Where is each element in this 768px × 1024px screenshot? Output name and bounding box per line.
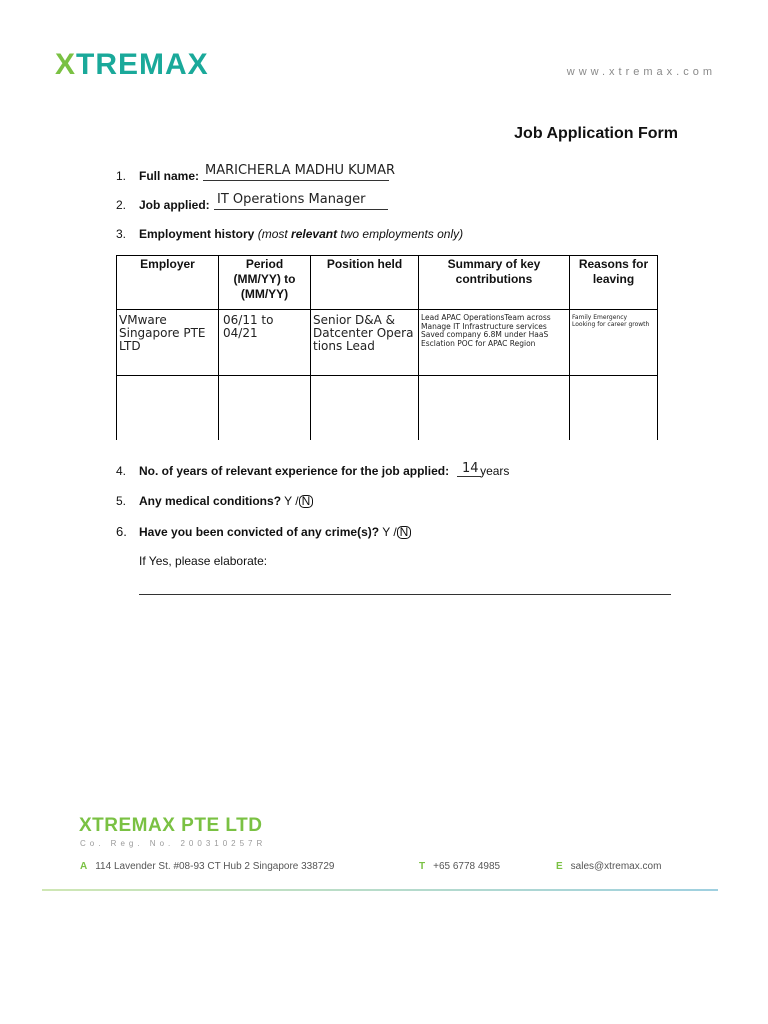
table-header-summary: Summary of key contributions <box>419 256 570 310</box>
table-row <box>117 376 658 440</box>
question-label: No. of years of relevant experience for the job applied: <box>139 464 450 478</box>
yes-no-options: Y / <box>382 525 397 539</box>
footer-company-name: XTREMAX PTE LTD <box>79 815 263 836</box>
question-convicted <box>116 524 411 539</box>
cell-period <box>219 376 311 440</box>
footer-divider <box>42 889 718 891</box>
yes-no-options: Y / <box>284 494 299 508</box>
question-number: 1. <box>116 169 127 183</box>
table-header-position: Position held <box>311 256 419 310</box>
footer-phone: T +65 6778 4985 <box>419 861 501 872</box>
cell-position <box>311 376 419 440</box>
question-full-name <box>116 169 199 183</box>
cell-position: Senior D&A & Datcenter Opera tions Lead <box>311 310 419 376</box>
job-applied-underline <box>214 209 388 210</box>
question-label: Employment history <box>139 227 255 241</box>
question-job-applied <box>116 198 210 212</box>
table-header-reasons: Reasons for leaving <box>570 256 658 310</box>
question-medical <box>116 494 313 508</box>
question-number: 3. <box>116 227 127 241</box>
table-header-row <box>117 256 658 310</box>
xtremax-logo: XTREMAX <box>55 48 209 81</box>
employment-history-table <box>116 255 658 440</box>
table-header-employer: Employer <box>117 256 219 310</box>
elaborate-line <box>139 594 671 595</box>
question-years-experience <box>116 464 509 478</box>
footer-email: E sales@xtremax.com <box>556 861 662 872</box>
cell-period: 06/11 to 04/21 <box>219 310 311 376</box>
website-url: www.xtremax.com <box>566 66 716 78</box>
cell-employer <box>117 376 219 440</box>
years-underline <box>457 476 481 477</box>
question-number: 4. <box>116 464 127 478</box>
cell-summary <box>419 376 570 440</box>
question-note: (most relevant two employments only) <box>257 227 464 241</box>
question-label: Job applied: <box>139 198 210 212</box>
footer-reg-number: Co. Reg. No. 200310257R <box>80 839 267 848</box>
cell-reasons <box>570 376 658 440</box>
cell-summary: Lead APAC OperationsTeam across Manage IT Infrastructure services Saved company 6.8M under HaaS Esclation POC for APAC Region <box>419 310 570 376</box>
question-number: 2. <box>116 198 127 212</box>
years-suffix: years <box>480 464 510 478</box>
form-title: Job Application Form <box>514 125 678 142</box>
selected-answer: N <box>397 526 412 539</box>
full-name-value: MARICHERLA MADHU KUMAR <box>205 163 396 178</box>
selected-answer: N <box>299 495 314 508</box>
job-applied-value: IT Operations Manager <box>217 192 366 207</box>
question-number: 5. <box>116 494 127 508</box>
full-name-underline <box>203 180 389 181</box>
cell-employer: VMware Singapore PTE LTD <box>117 310 219 376</box>
table-row <box>117 310 658 376</box>
question-employment-history <box>116 227 463 241</box>
elaborate-label: If Yes, please elaborate: <box>139 554 268 568</box>
footer-address: A 114 Lavender St. #08-93 CT Hub 2 Singapore 338729 <box>80 861 335 872</box>
question-number: 6. <box>116 524 127 539</box>
cell-reasons: Family Emergency Looking for career growth <box>570 310 658 376</box>
question-label: Any medical conditions? <box>139 494 282 508</box>
question-label: Full name: <box>139 169 200 183</box>
years-value: 14 <box>462 461 479 476</box>
table-header-period: Period (MM/YY) to (MM/YY) <box>219 256 311 310</box>
question-label: Have you been convicted of any crime(s)? <box>139 525 380 539</box>
